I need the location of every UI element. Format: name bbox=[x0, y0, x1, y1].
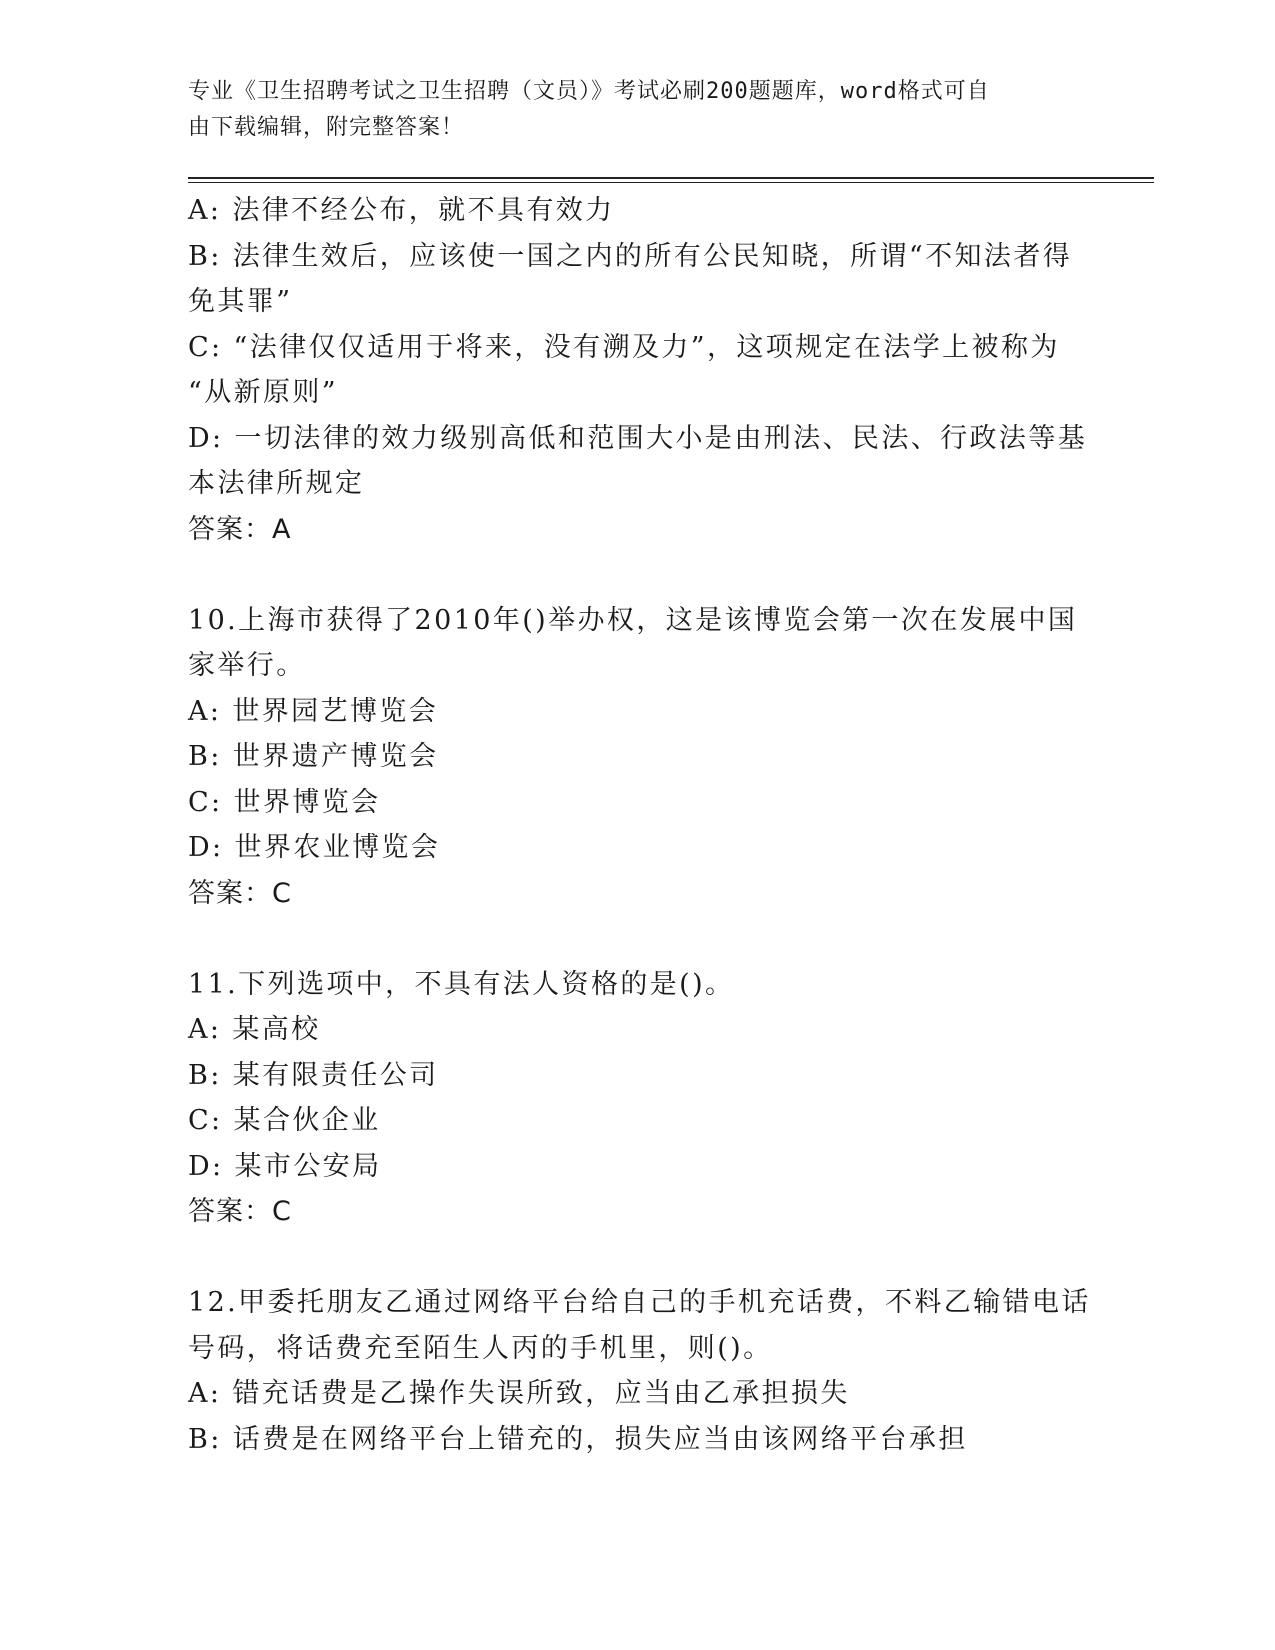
option-a: A: 法律不经公布，就不具有效力 bbox=[188, 195, 615, 226]
spacer bbox=[188, 916, 1088, 962]
option-a: A: 世界园艺博览会 bbox=[188, 695, 439, 727]
spacer bbox=[188, 552, 1088, 598]
header-divider-thick bbox=[188, 177, 1154, 179]
question-9 bbox=[188, 188, 1088, 552]
question-stem-cont: 家举行。 bbox=[188, 650, 306, 681]
option-b-cont: 免其罪” bbox=[188, 286, 293, 317]
header-line-2: 由下载编辑，附完整答案！ bbox=[188, 115, 465, 140]
answer: 答案：C bbox=[188, 877, 292, 909]
option-d-cont: 本法律所规定 bbox=[188, 468, 365, 499]
option-c: C: “法律仅仅适用于将来，没有溯及力”，这项规定在法学上被称为 bbox=[188, 331, 1060, 363]
document-header bbox=[188, 74, 1068, 146]
option-d: D: 某市公安局 bbox=[188, 1150, 382, 1182]
answer: 答案：A bbox=[188, 513, 292, 545]
option-b: B: 法律生效后，应该使一国之内的所有公民知晓，所谓“不知法者得 bbox=[188, 240, 1073, 272]
answer: 答案：C bbox=[188, 1196, 292, 1227]
option-c-cont: “从新原则” bbox=[188, 377, 339, 408]
question-11 bbox=[188, 962, 1088, 1235]
header-divider-thin bbox=[188, 182, 1154, 183]
question-12 bbox=[188, 1280, 1091, 1462]
header-line-1: 专业《卫生招聘考试之卫生招聘（文员）》考试必刷200题题库，word格式可自 bbox=[188, 79, 990, 104]
option-d: D: 世界农业博览会 bbox=[188, 832, 441, 863]
option-b: B: 话费是在网络平台上错充的，损失应当由该网络平台承担 bbox=[188, 1423, 968, 1455]
option-b: B: 某有限责任公司 bbox=[188, 1059, 439, 1091]
option-a: A: 某高校 bbox=[188, 1014, 321, 1045]
option-d: D: 一切法律的效力级别高低和范围大小是由刑法、民法、行政法等基 bbox=[188, 422, 1088, 454]
option-c: C: 世界博览会 bbox=[188, 786, 381, 818]
question-10 bbox=[188, 598, 1088, 917]
spacer bbox=[188, 1235, 1088, 1281]
question-stem: 10.上海市获得了2010年()举办权，这是该博览会第一次在发展中国 bbox=[188, 604, 1078, 636]
question-content bbox=[188, 188, 1091, 1462]
question-stem: 11.下列选项中，不具有法人资格的是()。 bbox=[188, 968, 735, 1000]
option-b: B: 世界遗产博览会 bbox=[188, 741, 439, 772]
question-stem-cont: 号码，将话费充至陌生人丙的手机里，则()。 bbox=[188, 1332, 773, 1364]
question-stem: 12.甲委托朋友乙通过网络平台给自己的手机充话费，不料乙输错电话 bbox=[188, 1287, 1091, 1318]
option-a: A: 错充话费是乙操作失误所致，应当由乙承担损失 bbox=[188, 1378, 850, 1409]
option-c: C: 某合伙企业 bbox=[188, 1105, 381, 1136]
